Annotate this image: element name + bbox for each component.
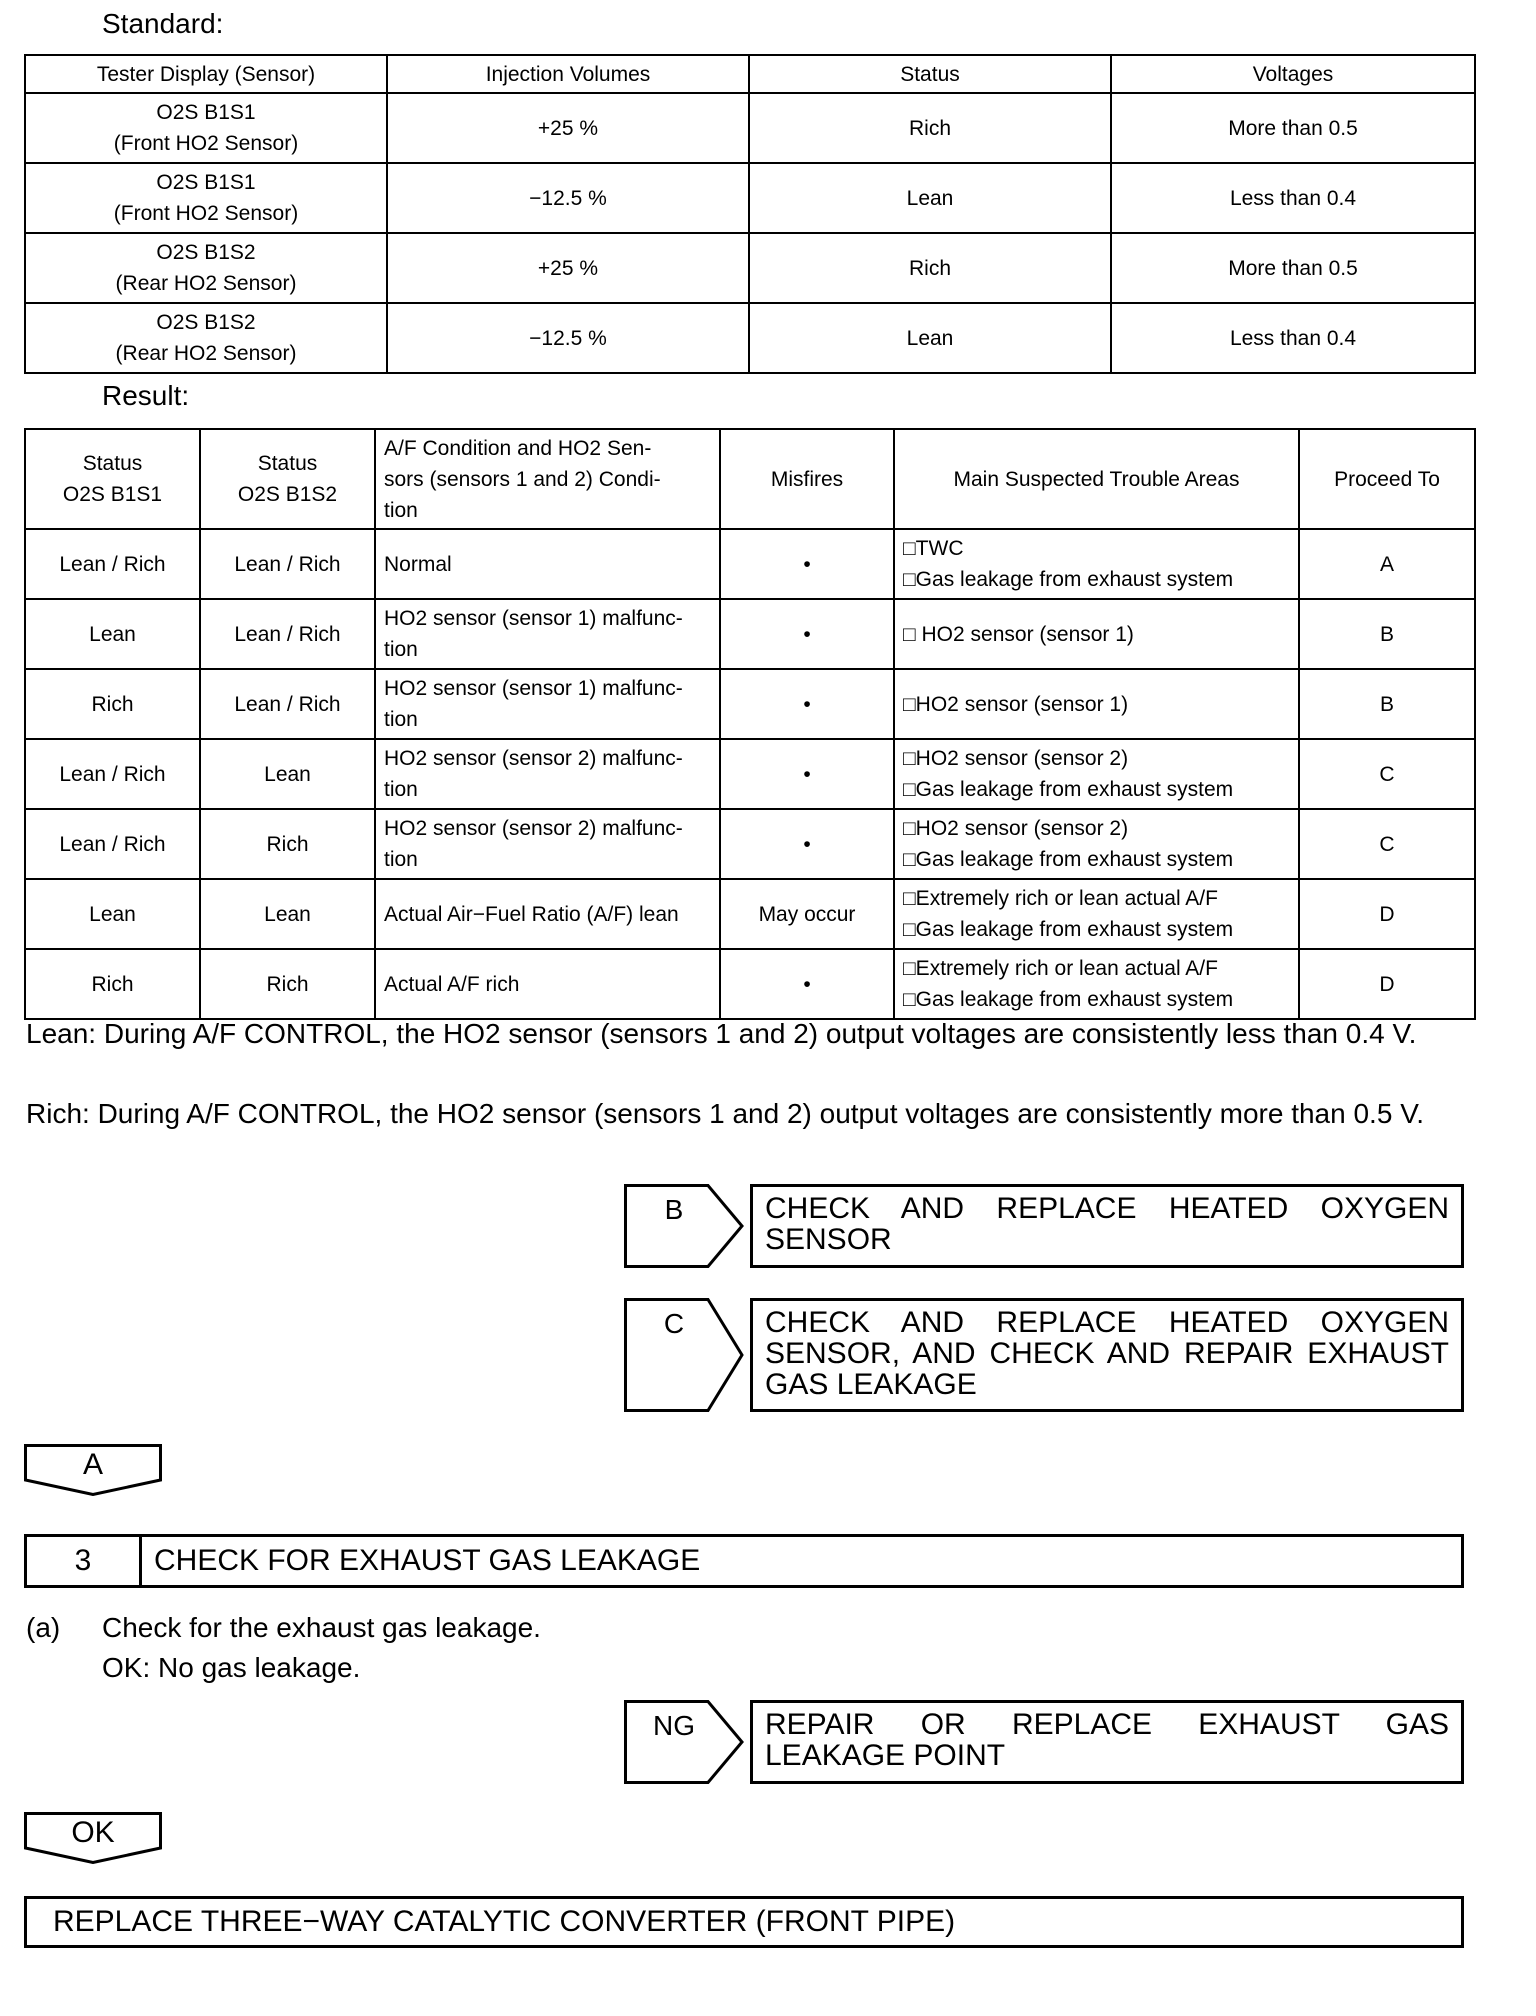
s2-cell: Lean / Rich [200, 669, 375, 739]
table-row [25, 233, 1475, 303]
result-header-row [25, 429, 1475, 529]
step-title: CHECK FOR EXHAUST GAS LEAKAGE [154, 1544, 701, 1577]
condition-cell: HO2 sensor (sensor 1) malfunc- tion [375, 599, 720, 669]
sensor-cell: O2S B1S2 (Rear HO2 Sensor) [25, 233, 387, 303]
result-ok-label: OK [71, 1816, 115, 1849]
table-row [25, 303, 1475, 373]
standard-header-voltages: Voltages [1111, 55, 1475, 93]
s1-cell: Lean / Rich [25, 809, 200, 879]
misfires-cell: May occur [720, 879, 894, 949]
s2-cell: Rich [200, 809, 375, 879]
result-header-s1: Status O2S B1S1 [25, 429, 200, 529]
result-caption: Result: [102, 380, 190, 411]
branch-b-action [750, 1184, 1464, 1268]
proceed-cell: C [1299, 739, 1475, 809]
voltage-cell: More than 0.5 [1111, 93, 1475, 163]
status-cell: Lean [749, 303, 1111, 373]
result-ok-marker [24, 1812, 162, 1864]
areas-cell: □Extremely rich or lean actual A/F □Gas leakage from exhaust system [894, 879, 1299, 949]
areas-cell: □HO2 sensor (sensor 2) □Gas leakage from exhaust system [894, 809, 1299, 879]
misfires-cell: • [720, 809, 894, 879]
result-a-label: A [82, 1448, 103, 1481]
proceed-cell: A [1299, 529, 1475, 599]
misfires-cell: • [720, 599, 894, 669]
proceed-cell: D [1299, 879, 1475, 949]
s2-cell: Lean / Rich [200, 529, 375, 599]
voltage-cell: More than 0.5 [1111, 233, 1475, 303]
condition-cell: HO2 sensor (sensor 1) malfunc- tion [375, 669, 720, 739]
table-row [25, 879, 1475, 949]
branch-ng-line1: REPAIR OR REPLACE EXHAUST GAS [765, 1708, 1449, 1741]
branch-c-line2: SENSOR, AND CHECK AND REPAIR EXHAUST [765, 1337, 1449, 1370]
table-row [25, 163, 1475, 233]
standard-header-injection: Injection Volumes [387, 55, 749, 93]
proceed-cell: D [1299, 949, 1475, 1019]
misfires-cell: • [720, 529, 894, 599]
branch-b-label: B [664, 1194, 684, 1225]
s2-cell: Lean [200, 739, 375, 809]
result-header-condition: A/F Condition and HO2 Sen- sors (sensors 1 and 2) Condi- tion [375, 429, 720, 529]
injection-cell: +25 % [387, 93, 749, 163]
s1-cell: Lean / Rich [25, 529, 200, 599]
branch-c-action [750, 1298, 1464, 1412]
s2-cell: Lean / Rich [200, 599, 375, 669]
branch-ng-label: NG [653, 1710, 695, 1741]
sensor-cell: O2S B1S2 (Rear HO2 Sensor) [25, 303, 387, 373]
areas-cell: □HO2 sensor (sensor 2) □Gas leakage from exhaust system [894, 739, 1299, 809]
result-header-s2: Status O2S B1S2 [200, 429, 375, 529]
table-row [25, 739, 1475, 809]
misfires-cell: • [720, 949, 894, 1019]
table-row [25, 529, 1475, 599]
status-cell: Rich [749, 93, 1111, 163]
final-step: REPLACE THREE−WAY CATALYTIC CONVERTER (FRONT PIPE) [24, 1896, 1464, 1948]
result-a-marker [24, 1444, 162, 1496]
areas-cell: □ HO2 sensor (sensor 1) [894, 599, 1299, 669]
table-row [25, 599, 1475, 669]
branch-ng-line2: LEAKAGE POINT [765, 1739, 1006, 1772]
misfires-cell: • [720, 739, 894, 809]
s2-cell: Rich [200, 949, 375, 1019]
table-row [25, 809, 1475, 879]
injection-cell: −12.5 % [387, 163, 749, 233]
proceed-cell: C [1299, 809, 1475, 879]
branch-b-line2: SENSOR [765, 1223, 892, 1256]
step-3a-text: Check for the exhaust gas leakage. [102, 1612, 541, 1643]
voltage-cell: Less than 0.4 [1111, 303, 1475, 373]
result-table [24, 428, 1476, 1020]
condition-cell: HO2 sensor (sensor 2) malfunc- tion [375, 809, 720, 879]
note-rich: Rich: During A/F CONTROL, the HO2 sensor (sensors 1 and 2) output voltages are consistently more than 0.5 V. [26, 1098, 1425, 1129]
branch-b-arrow [624, 1184, 744, 1268]
step-3a-marker: (a) [26, 1612, 61, 1643]
standard-header-row [25, 55, 1475, 93]
note-lean: Lean: During A/F CONTROL, the HO2 sensor (sensors 1 and 2) output voltages are consistently less than 0.4 V. [26, 1018, 1417, 1049]
s2-cell: Lean [200, 879, 375, 949]
areas-cell: □Extremely rich or lean actual A/F □Gas leakage from exhaust system [894, 949, 1299, 1019]
s1-cell: Rich [25, 669, 200, 739]
condition-cell: Normal [375, 529, 720, 599]
s1-cell: Lean [25, 599, 200, 669]
step-number: 3 [27, 1537, 142, 1585]
result-header-proceed: Proceed To [1299, 429, 1475, 529]
branch-ng-action [750, 1700, 1464, 1784]
injection-cell: −12.5 % [387, 303, 749, 373]
branch-c-label: C [663, 1308, 685, 1339]
voltage-cell: Less than 0.4 [1111, 163, 1475, 233]
standard-header-status: Status [749, 55, 1111, 93]
proceed-cell: B [1299, 599, 1475, 669]
result-header-areas: Main Suspected Trouble Areas [894, 429, 1299, 529]
injection-cell: +25 % [387, 233, 749, 303]
status-cell: Lean [749, 163, 1111, 233]
proceed-cell: B [1299, 669, 1475, 739]
branch-b-line1: CHECK AND REPLACE HEATED OXYGEN [765, 1192, 1449, 1225]
misfires-cell: • [720, 669, 894, 739]
sensor-cell: O2S B1S1 (Front HO2 Sensor) [25, 93, 387, 163]
branch-c-arrow [624, 1298, 744, 1412]
areas-cell: □HO2 sensor (sensor 1) [894, 669, 1299, 739]
condition-cell: HO2 sensor (sensor 2) malfunc- tion [375, 739, 720, 809]
standard-caption: Standard: [102, 8, 224, 39]
table-row [25, 949, 1475, 1019]
areas-cell: □TWC □Gas leakage from exhaust system [894, 529, 1299, 599]
branch-ng-arrow [624, 1700, 744, 1784]
sensor-cell: O2S B1S1 (Front HO2 Sensor) [25, 163, 387, 233]
condition-cell: Actual A/F rich [375, 949, 720, 1019]
result-header-misfires: Misfires [720, 429, 894, 529]
step-3a-ok: OK: No gas leakage. [102, 1652, 361, 1683]
status-cell: Rich [749, 233, 1111, 303]
step-3-header [24, 1534, 1464, 1588]
table-row [25, 93, 1475, 163]
s1-cell: Rich [25, 949, 200, 1019]
branch-c-line1: CHECK AND REPLACE HEATED OXYGEN [765, 1306, 1449, 1339]
table-row [25, 669, 1475, 739]
branch-c-line3: GAS LEAKAGE [765, 1368, 977, 1401]
s1-cell: Lean [25, 879, 200, 949]
s1-cell: Lean / Rich [25, 739, 200, 809]
standard-header-sensor: Tester Display (Sensor) [25, 55, 387, 93]
standard-table [24, 54, 1476, 374]
condition-cell: Actual Air−Fuel Ratio (A/F) lean [375, 879, 720, 949]
